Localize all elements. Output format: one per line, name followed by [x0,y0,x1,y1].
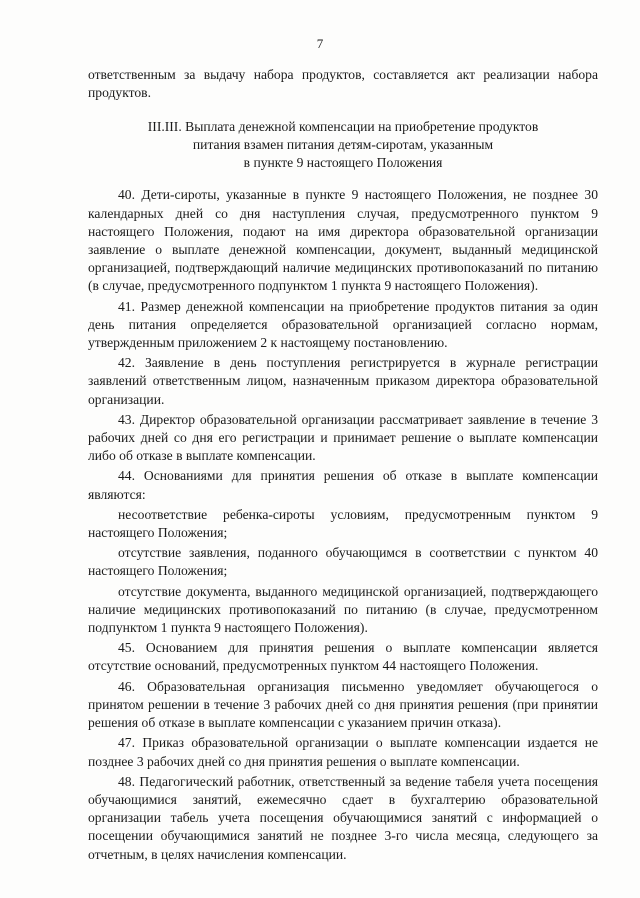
paragraph-46: 46. Образовательная организация письменно уведомляет обучающегося о принятом решении в течение 3 рабочих дней со дня принятия решения (при принятии решения об отказе в выплате компенсации с указанием причин отказа). [88,678,598,731]
paragraph-44-item: отсутствие заявления, поданного обучающимся в соответствии с пунктом 40 настоящего Положения; [88,545,598,579]
paragraph-45: 45. Основанием для принятия решения о выплате компенсации является отсутствие оснований, предусмотренных пунктом 44 настоящего Положения. [88,640,598,674]
section-title-line: в пункте 9 настоящего Положения [243,155,443,171]
paragraph-41: 41. Размер денежной компенсации на приобретение продуктов питания за один день питания определяется образовательной организацией согласно нормам, утвержденным приложением 2 к настоящему постановлению. [88,298,598,351]
page-number: 7 [316,36,324,51]
section-title-line: питания взамен питания детям-сиротам, указанным [192,137,494,153]
paragraph-42: 42. Заявление в день поступления регистрируется в журнале регистрации заявлений ответственным лицом, назначенным приказом директора образовательной организации. [88,355,598,407]
paragraph-44-item: несоответствие ребенка-сироты условиям, предусмотренным пунктом 9 настоящего Положения; [88,506,598,541]
paragraph-40: 40. Дети-сироты, указанные в пункте 9 настоящего Положения, не позднее 30 календарных дней со дня наступления случая, предусмотренного пунктом 9 настоящего Положения, подают на имя директора образовательной организации заявление о выплате денежной компенсации, документ, выданный медицинской организацией, подтверждающий наличие медицинских противопоказаний по питанию (в случае, предусмотренного подпунктом 1 пункта 9 настоящего Положения). [88,187,598,294]
paragraph-44: 44. Основаниями для принятия решения об отказе в выплате компенсации являются: [88,468,598,502]
intro-paragraph: ответственным за выдачу набора продуктов, составляется акт реализации набора продуктов. [88,67,598,101]
paragraph-44-item: отсутствие документа, выданного медицинской организацией, подтверждающего наличие медицинских противопоказаний по питанию (в случае, предусмотренном подпунктом 1 пункта 9 настоящего Положения). [88,583,598,636]
paragraph-47: 47. Приказ образовательной организации о выплате компенсации издается не позднее 3 рабочих дней со дня принятия решения о выплате компенсации. [88,735,598,769]
section-title-line: III.III. Выплата денежной компенсации на приобретение продуктов [147,119,539,135]
document-body [88,66,598,864]
paragraph-43: 43. Директор образовательной организации рассматривает заявление в течение 3 рабочих дней со дня его регистрации и принимает решение о выплате компенсации либо об отказе в выплате компенсации. [88,411,598,464]
paragraph-48: 48. Педагогический работник, ответственный за ведение табеля учета посещения обучающимися занятий, ежемесячно сдает в бухгалтерию образовательной организации табель учета посещения обучающимися занятий с информацией о посещении обучающимися занятий не позднее 3-го числа месяца, следующего за отчетным, в целях начисления компенсации. [88,773,598,862]
section-title [88,118,598,172]
